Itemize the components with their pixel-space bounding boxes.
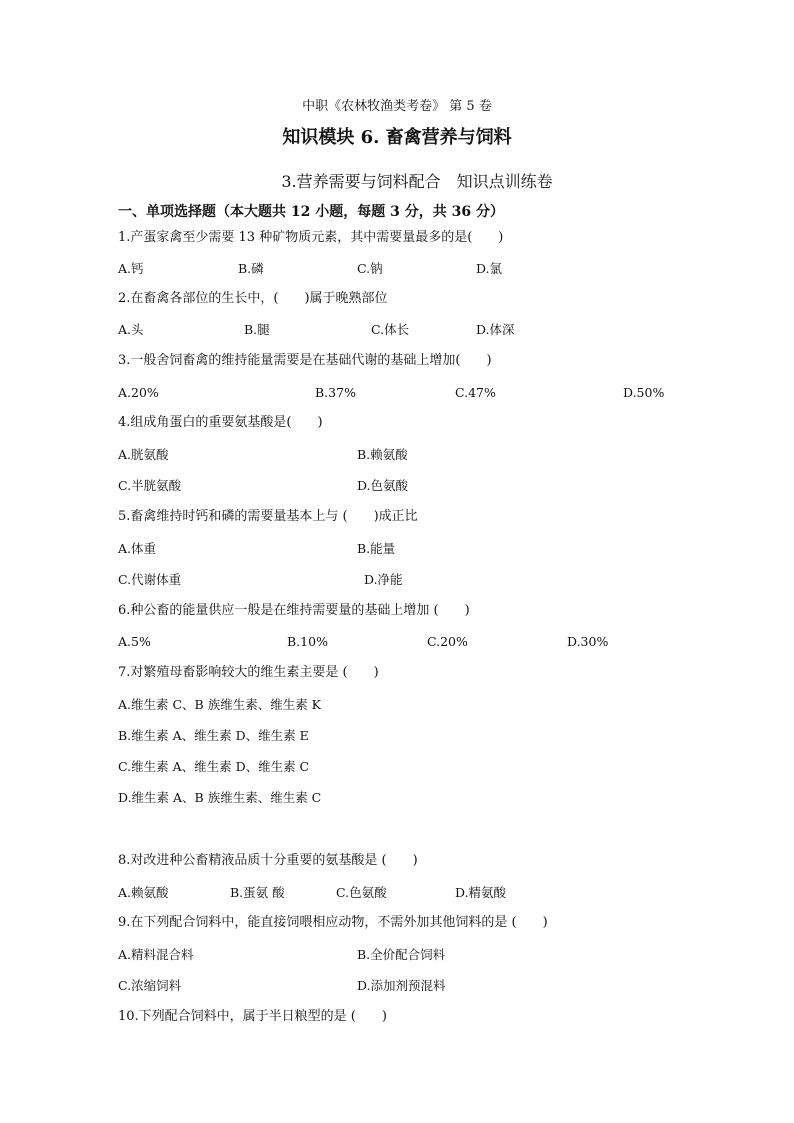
question-3: 3.一般舍饲畜禽的维持能量需要是在基础代谢的基础上增加( ) [118,353,492,368]
q4-option-a: A.胱氨酸 [118,447,169,462]
q9-option-b: B.全价配合饲料 [357,947,446,962]
module-title: 知识模块 6. 畜禽营养与饲料 [282,127,512,148]
unit-title: 3.营养需要与饲料配合 知识点训练卷 [281,172,553,191]
q8-option-a: A.赖氨酸 [118,885,169,900]
q2-option-b: B.腿 [244,322,270,337]
q7-option-d: D.维生素 A、B 族维生素、维生素 C [118,790,322,805]
q6-option-c: C.20% [427,634,468,649]
q1-option-a: A.钙 [118,261,144,276]
q7-option-b: B.维生素 A、维生素 D、维生素 E [118,728,309,743]
q9-option-a: A.精料混合料 [118,947,194,962]
q8-option-d: D.精氨酸 [455,885,507,900]
q9-option-c: C.浓缩饲料 [118,978,182,993]
q5-option-c: C.代谢体重 [118,572,182,587]
q3-option-d: D.50% [623,385,665,400]
q4-option-b: B.赖氨酸 [357,447,408,462]
q7-option-c: C.维生素 A、维生素 D、维生素 C [118,759,310,774]
q2-option-c: C.体长 [371,322,410,337]
q1-option-d: D.氯 [476,261,503,276]
question-9: 9.在下列配合饲料中，能直接饲喂相应动物，不需外加其他饲料的是 ( ) [118,915,548,930]
question-4: 4.组成角蛋白的重要氨基酸是( ) [118,415,323,430]
q6-option-b: B.10% [287,634,328,649]
q8-option-c: C.色氨酸 [336,885,387,900]
question-5: 5.畜禽维持时钙和磷的需要量基本上与 ( )成正比 [118,509,418,524]
q5-option-a: A.体重 [118,541,157,556]
q1-option-c: C.钠 [357,261,383,276]
q3-option-c: C.47% [455,385,496,400]
q4-option-d: D.色氨酸 [357,478,409,493]
q6-option-d: D.30% [567,634,609,649]
q2-option-d: D.体深 [476,322,515,337]
question-2: 2.在畜禽各部位的生长中，( )属于晚熟部位 [118,291,388,306]
section-title: 一、单项选择题（本大题共 12 小题，每题 3 分，共 36 分） [118,204,504,220]
exam-series-title: 中职《农林牧渔类考卷》 第 5 卷 [302,99,492,114]
q5-option-b: B.能量 [357,541,396,556]
q9-option-d: D.添加剂预混料 [357,978,446,993]
q8-option-b: B.蛋氨 酸 [230,885,285,900]
q5-option-d: D.净能 [364,572,403,587]
q3-option-a: A.20% [118,385,159,400]
question-10: 10.下列配合饲料中，属于半日粮型的是 ( ) [118,1009,387,1024]
q7-option-a: A.维生素 C、B 族维生素、维生素 K [118,697,322,712]
question-6: 6.种公畜的能量供应一般是在维持需要量的基础上增加 ( ) [118,603,470,618]
q4-option-c: C.半胱氨酸 [118,478,182,493]
question-8: 8.对改进种公畜精液品质十分重要的氨基酸是 ( ) [118,853,418,868]
q2-option-a: A.头 [118,322,144,337]
q6-option-a: A.5% [118,634,151,649]
q3-option-b: B.37% [315,385,356,400]
q1-option-b: B.磷 [238,261,264,276]
question-1: 1.产蛋家禽至少需要 13 种矿物质元素，其中需要量最多的是( ) [118,230,504,245]
question-7: 7.对繁殖母畜影响较大的维生素主要是 ( ) [118,665,379,680]
